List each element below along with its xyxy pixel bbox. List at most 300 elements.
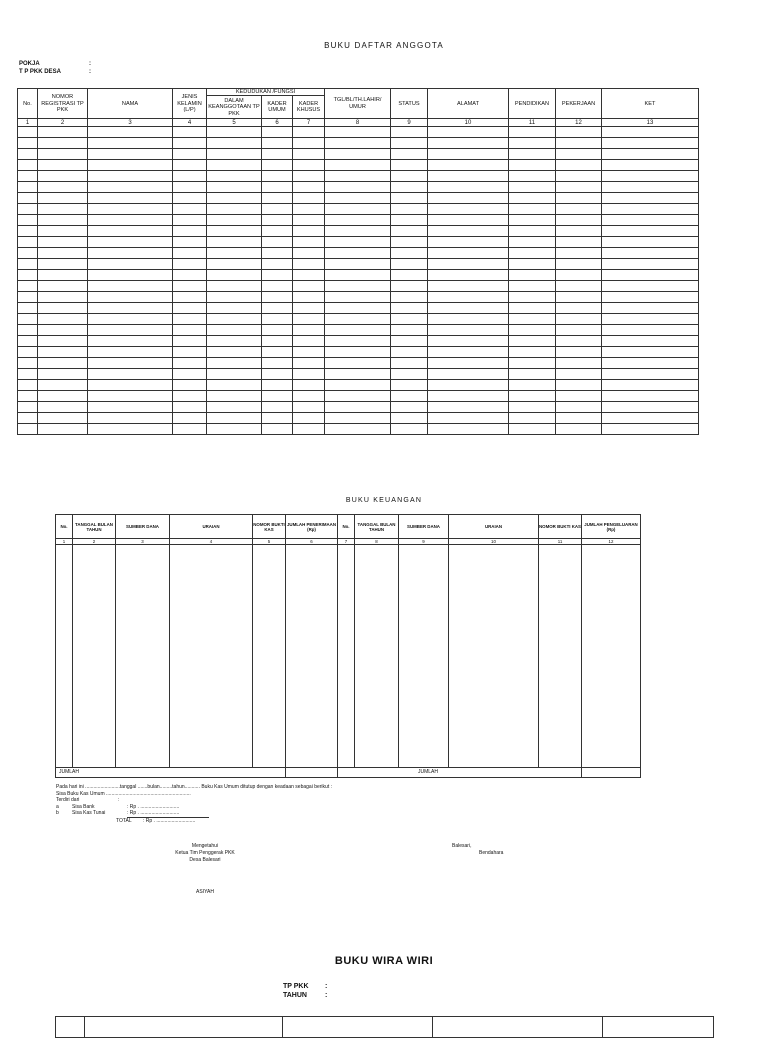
table-cell bbox=[391, 369, 428, 380]
col-num: 5 bbox=[253, 539, 286, 545]
table-cell bbox=[428, 358, 509, 369]
table-cell bbox=[293, 226, 325, 237]
table-cell bbox=[325, 314, 391, 325]
table-cell bbox=[428, 303, 509, 314]
table-cell bbox=[262, 413, 293, 424]
table-cell bbox=[18, 149, 38, 160]
table-cell bbox=[509, 138, 556, 149]
tahun-colon: : bbox=[325, 992, 328, 999]
col-num: 6 bbox=[286, 539, 338, 545]
table-cell bbox=[88, 160, 173, 171]
table-cell bbox=[556, 336, 602, 347]
sig-name: ASIYAH bbox=[196, 889, 214, 895]
table-cell bbox=[556, 138, 602, 149]
table-cell bbox=[18, 226, 38, 237]
table-cell bbox=[173, 314, 207, 325]
table-row bbox=[18, 149, 699, 160]
table-cell bbox=[428, 380, 509, 391]
table-cell bbox=[509, 325, 556, 336]
table-cell bbox=[325, 336, 391, 347]
table-cell bbox=[325, 413, 391, 424]
table-cell bbox=[18, 160, 38, 171]
table-cell bbox=[88, 347, 173, 358]
table-cell bbox=[602, 336, 699, 347]
table-cell bbox=[556, 347, 602, 358]
table-cell bbox=[391, 237, 428, 248]
table-cell bbox=[428, 281, 509, 292]
col-num: 3 bbox=[88, 119, 173, 127]
table-cell bbox=[293, 391, 325, 402]
table-row bbox=[18, 292, 699, 303]
table-cell bbox=[38, 237, 88, 248]
table-cell bbox=[428, 171, 509, 182]
table-cell bbox=[207, 270, 262, 281]
table-cell bbox=[262, 204, 293, 215]
table-cell bbox=[509, 336, 556, 347]
table-cell bbox=[293, 248, 325, 259]
table-cell bbox=[173, 336, 207, 347]
table-cell bbox=[38, 358, 88, 369]
col-nama: NAMA bbox=[88, 89, 173, 119]
table-cell bbox=[207, 127, 262, 138]
table-cell bbox=[38, 369, 88, 380]
table-cell bbox=[207, 171, 262, 182]
col-num: 7 bbox=[338, 539, 355, 545]
table-cell bbox=[325, 325, 391, 336]
table-cell bbox=[18, 204, 38, 215]
table-cell bbox=[556, 424, 602, 435]
table-cell bbox=[428, 138, 509, 149]
table-cell bbox=[428, 193, 509, 204]
table-cell bbox=[428, 149, 509, 160]
table-cell bbox=[325, 138, 391, 149]
col-ket: KET bbox=[602, 89, 699, 119]
table-cell bbox=[262, 314, 293, 325]
table-cell bbox=[391, 171, 428, 182]
table-cell bbox=[88, 303, 173, 314]
table-row bbox=[18, 391, 699, 402]
table-cell bbox=[18, 281, 38, 292]
table-row bbox=[18, 259, 699, 270]
desa-label: T P PKK DESA bbox=[19, 69, 61, 75]
table-cell bbox=[602, 127, 699, 138]
table-cell bbox=[556, 314, 602, 325]
table-cell bbox=[391, 259, 428, 270]
table-cell bbox=[509, 204, 556, 215]
table-cell bbox=[38, 424, 88, 435]
table-cell bbox=[88, 358, 173, 369]
table-cell bbox=[173, 182, 207, 193]
table-cell bbox=[38, 281, 88, 292]
table-cell bbox=[391, 303, 428, 314]
table-cell bbox=[556, 226, 602, 237]
table-cell bbox=[38, 325, 88, 336]
table-cell bbox=[293, 358, 325, 369]
col-tgl-lahir: TGL/BL/TH.LAHIR/ UMUR bbox=[325, 89, 391, 119]
table-cell bbox=[602, 413, 699, 424]
table-cell bbox=[18, 380, 38, 391]
table-cell bbox=[428, 336, 509, 347]
table-cell bbox=[38, 292, 88, 303]
table-cell bbox=[38, 149, 88, 160]
table-cell bbox=[293, 292, 325, 303]
table-cell bbox=[428, 347, 509, 358]
col-num: 11 bbox=[539, 539, 582, 545]
table-row bbox=[18, 380, 699, 391]
col-kedudukan: KEDUDUKAN /FUNGSI bbox=[207, 89, 325, 96]
summary-terdiri-colon: : bbox=[118, 797, 120, 803]
item-a-label: Sisa Bank bbox=[72, 803, 95, 810]
table-cell bbox=[262, 325, 293, 336]
table-cell bbox=[602, 259, 699, 270]
table-cell bbox=[173, 259, 207, 270]
table-cell bbox=[293, 314, 325, 325]
keuangan-body-row bbox=[56, 545, 641, 768]
col-num: 6 bbox=[262, 119, 293, 127]
col-pendidikan: PENDIDIKAN bbox=[509, 89, 556, 119]
table-cell bbox=[18, 171, 38, 182]
table-cell bbox=[262, 171, 293, 182]
table-cell bbox=[391, 402, 428, 413]
jumlah-right: JUMLAH bbox=[338, 768, 582, 778]
table-cell bbox=[38, 380, 88, 391]
table-row bbox=[18, 336, 699, 347]
table-cell bbox=[391, 413, 428, 424]
table-cell bbox=[325, 171, 391, 182]
col-dalam-keanggotaan: DALAM KEANGGOTAAN TP PKK bbox=[207, 96, 262, 119]
jumlah-left: JUMLAH bbox=[56, 768, 286, 778]
col-num: 8 bbox=[355, 539, 399, 545]
table-cell bbox=[391, 270, 428, 281]
table-cell bbox=[207, 303, 262, 314]
table-row bbox=[18, 127, 699, 138]
table-cell bbox=[262, 149, 293, 160]
table-cell bbox=[173, 358, 207, 369]
table-cell bbox=[38, 270, 88, 281]
col-num: 8 bbox=[325, 119, 391, 127]
table-cell bbox=[207, 204, 262, 215]
table-cell bbox=[207, 259, 262, 270]
table-cell bbox=[602, 171, 699, 182]
table-cell bbox=[38, 182, 88, 193]
table-cell bbox=[18, 413, 38, 424]
table-cell bbox=[38, 391, 88, 402]
tp-colon: : bbox=[325, 983, 328, 990]
table-cell bbox=[88, 193, 173, 204]
jumlah-penerimaan-cell bbox=[286, 768, 338, 778]
table-cell bbox=[262, 402, 293, 413]
table-cell bbox=[173, 160, 207, 171]
table-cell bbox=[556, 358, 602, 369]
table-cell bbox=[38, 171, 88, 182]
table-cell bbox=[38, 314, 88, 325]
anggota-table bbox=[17, 88, 699, 435]
table-cell bbox=[391, 127, 428, 138]
table-cell bbox=[88, 204, 173, 215]
table-cell bbox=[391, 204, 428, 215]
table-cell bbox=[602, 303, 699, 314]
table-cell bbox=[207, 336, 262, 347]
table-cell bbox=[556, 182, 602, 193]
total-label: TOTAL bbox=[116, 817, 132, 824]
table-cell bbox=[556, 303, 602, 314]
table-cell bbox=[262, 215, 293, 226]
table-cell bbox=[38, 248, 88, 259]
daftar-meta bbox=[19, 60, 91, 76]
table-cell bbox=[262, 127, 293, 138]
table-cell bbox=[428, 204, 509, 215]
table-cell bbox=[509, 182, 556, 193]
table-cell bbox=[38, 127, 88, 138]
table-cell bbox=[18, 358, 38, 369]
table-cell bbox=[602, 292, 699, 303]
table-cell bbox=[556, 160, 602, 171]
table-cell bbox=[207, 391, 262, 402]
table-cell bbox=[88, 402, 173, 413]
column-number-row bbox=[18, 119, 699, 127]
table-cell bbox=[38, 259, 88, 270]
table-cell bbox=[556, 193, 602, 204]
table-cell bbox=[509, 292, 556, 303]
total-value: : Rp . ............................ bbox=[143, 817, 196, 824]
table-cell bbox=[556, 402, 602, 413]
table-cell bbox=[293, 149, 325, 160]
table-cell bbox=[173, 193, 207, 204]
table-cell bbox=[509, 248, 556, 259]
table-cell bbox=[262, 369, 293, 380]
table-cell bbox=[556, 369, 602, 380]
table-cell bbox=[88, 138, 173, 149]
table-cell bbox=[325, 402, 391, 413]
table-cell bbox=[509, 270, 556, 281]
col-pekerjaan: PEKERJAAN bbox=[556, 89, 602, 119]
table-row bbox=[18, 303, 699, 314]
table-cell bbox=[556, 248, 602, 259]
tahun-label: TAHUN bbox=[283, 992, 307, 999]
table-row bbox=[18, 237, 699, 248]
table-cell bbox=[556, 380, 602, 391]
col-num: 11 bbox=[509, 119, 556, 127]
table-cell bbox=[88, 149, 173, 160]
signature-left bbox=[160, 843, 250, 896]
col-tanggal: TANGGAL BULAN TAHUN bbox=[73, 515, 116, 539]
table-cell bbox=[207, 347, 262, 358]
table-cell bbox=[602, 204, 699, 215]
table-cell bbox=[38, 226, 88, 237]
table-cell bbox=[18, 424, 38, 435]
table-row bbox=[18, 248, 699, 259]
table-cell bbox=[325, 160, 391, 171]
col-num: 7 bbox=[293, 119, 325, 127]
col-num: 12 bbox=[556, 119, 602, 127]
table-cell bbox=[293, 193, 325, 204]
signature-right bbox=[452, 843, 542, 857]
table-cell bbox=[262, 391, 293, 402]
table-cell bbox=[173, 391, 207, 402]
table-cell bbox=[293, 336, 325, 347]
summary-terdiri-label: Terdiri dari bbox=[56, 797, 80, 803]
table-cell bbox=[18, 193, 38, 204]
table-cell bbox=[509, 369, 556, 380]
table-cell bbox=[391, 193, 428, 204]
table-cell bbox=[325, 149, 391, 160]
table-cell bbox=[18, 347, 38, 358]
table-cell bbox=[173, 149, 207, 160]
table-cell bbox=[38, 204, 88, 215]
table-cell bbox=[602, 325, 699, 336]
col-num: 4 bbox=[170, 539, 253, 545]
table-cell bbox=[602, 237, 699, 248]
table-cell bbox=[88, 391, 173, 402]
table-cell bbox=[602, 347, 699, 358]
table-cell bbox=[602, 314, 699, 325]
table-cell bbox=[391, 215, 428, 226]
table-cell bbox=[391, 347, 428, 358]
table-cell bbox=[293, 171, 325, 182]
col-num: 1 bbox=[56, 539, 73, 545]
table-cell bbox=[602, 369, 699, 380]
table-cell bbox=[207, 424, 262, 435]
table-cell bbox=[18, 369, 38, 380]
table-cell bbox=[88, 314, 173, 325]
col-tanggal: TANGGAL BULAN TAHUN bbox=[355, 515, 399, 539]
table-cell bbox=[391, 336, 428, 347]
table-cell bbox=[18, 248, 38, 259]
table-cell bbox=[173, 325, 207, 336]
table-cell bbox=[262, 358, 293, 369]
table-cell bbox=[18, 270, 38, 281]
table-cell bbox=[88, 182, 173, 193]
col-sumber-dana: SUMBER DANA bbox=[116, 515, 170, 539]
desa-colon: : bbox=[89, 69, 91, 75]
table-cell bbox=[509, 413, 556, 424]
table-cell bbox=[602, 215, 699, 226]
table-cell bbox=[602, 380, 699, 391]
tp-label: TP PKK bbox=[283, 983, 309, 990]
item-b-label: Sisa Kas Tunai bbox=[72, 810, 106, 816]
table-cell bbox=[293, 160, 325, 171]
table-cell bbox=[262, 292, 293, 303]
table-cell bbox=[18, 303, 38, 314]
table-cell bbox=[293, 182, 325, 193]
table-cell bbox=[391, 380, 428, 391]
table-cell bbox=[391, 292, 428, 303]
summary-line2: Sisa Buku Kas Umum ............................................................. bbox=[56, 790, 191, 797]
table-cell bbox=[262, 303, 293, 314]
table-cell bbox=[262, 281, 293, 292]
table-cell bbox=[509, 149, 556, 160]
table-cell bbox=[38, 347, 88, 358]
table-cell bbox=[173, 347, 207, 358]
col-penerimaan: JUMLAH PENERIMAAN (Rp) bbox=[286, 515, 338, 539]
table-cell bbox=[325, 226, 391, 237]
col-num: 2 bbox=[73, 539, 116, 545]
table-cell bbox=[293, 413, 325, 424]
table-cell bbox=[325, 347, 391, 358]
table-cell bbox=[509, 380, 556, 391]
pokja-colon: : bbox=[89, 61, 91, 67]
table-row bbox=[18, 215, 699, 226]
col-num: 10 bbox=[449, 539, 539, 545]
keuangan-table bbox=[55, 514, 641, 778]
col-num: 3 bbox=[116, 539, 170, 545]
table-cell bbox=[391, 325, 428, 336]
table-cell bbox=[428, 182, 509, 193]
table-cell bbox=[602, 160, 699, 171]
table-cell bbox=[293, 369, 325, 380]
table-cell bbox=[207, 402, 262, 413]
sig-bendahara: Bendahara bbox=[479, 850, 504, 856]
table-cell bbox=[262, 424, 293, 435]
table-cell bbox=[428, 292, 509, 303]
table-cell bbox=[262, 138, 293, 149]
table-cell bbox=[293, 138, 325, 149]
table-cell bbox=[391, 182, 428, 193]
table-cell bbox=[509, 226, 556, 237]
table-cell bbox=[173, 237, 207, 248]
table-cell bbox=[38, 215, 88, 226]
table-cell bbox=[325, 215, 391, 226]
table-cell bbox=[173, 204, 207, 215]
table-cell bbox=[88, 215, 173, 226]
table-cell bbox=[509, 314, 556, 325]
table-cell bbox=[556, 171, 602, 182]
table-cell bbox=[325, 369, 391, 380]
sig-balesari: Balesari, bbox=[452, 843, 472, 849]
table-cell bbox=[325, 292, 391, 303]
col-no: No. bbox=[18, 89, 38, 119]
table-cell bbox=[88, 237, 173, 248]
table-cell bbox=[293, 270, 325, 281]
table-row bbox=[18, 138, 699, 149]
table-cell bbox=[88, 270, 173, 281]
col-num: 12 bbox=[582, 539, 641, 545]
table-cell bbox=[173, 380, 207, 391]
table-cell bbox=[556, 413, 602, 424]
col-num: 9 bbox=[391, 119, 428, 127]
table-cell bbox=[391, 138, 428, 149]
table-row bbox=[18, 347, 699, 358]
table-cell bbox=[391, 391, 428, 402]
table-cell bbox=[207, 248, 262, 259]
col-status: STATUS bbox=[391, 89, 428, 119]
table-row bbox=[18, 314, 699, 325]
col-alamat: ALAMAT bbox=[428, 89, 509, 119]
table-cell bbox=[509, 424, 556, 435]
col-nomor-registrasi: NOMOR REGISTRASI TP PKK bbox=[38, 89, 88, 119]
table-cell bbox=[556, 215, 602, 226]
table-cell bbox=[18, 127, 38, 138]
table-cell bbox=[38, 402, 88, 413]
col-num: 13 bbox=[602, 119, 699, 127]
table-cell bbox=[207, 325, 262, 336]
col-num: 9 bbox=[399, 539, 449, 545]
table-cell bbox=[325, 248, 391, 259]
table-cell bbox=[173, 248, 207, 259]
table-cell bbox=[391, 424, 428, 435]
table-cell bbox=[602, 182, 699, 193]
table-cell bbox=[325, 193, 391, 204]
col-num: 1 bbox=[18, 119, 38, 127]
table-cell bbox=[293, 215, 325, 226]
table-cell bbox=[262, 336, 293, 347]
col-no: No. bbox=[338, 515, 355, 539]
table-cell bbox=[556, 391, 602, 402]
table-cell bbox=[207, 193, 262, 204]
table-cell bbox=[173, 292, 207, 303]
table-cell bbox=[556, 149, 602, 160]
table-cell bbox=[207, 380, 262, 391]
